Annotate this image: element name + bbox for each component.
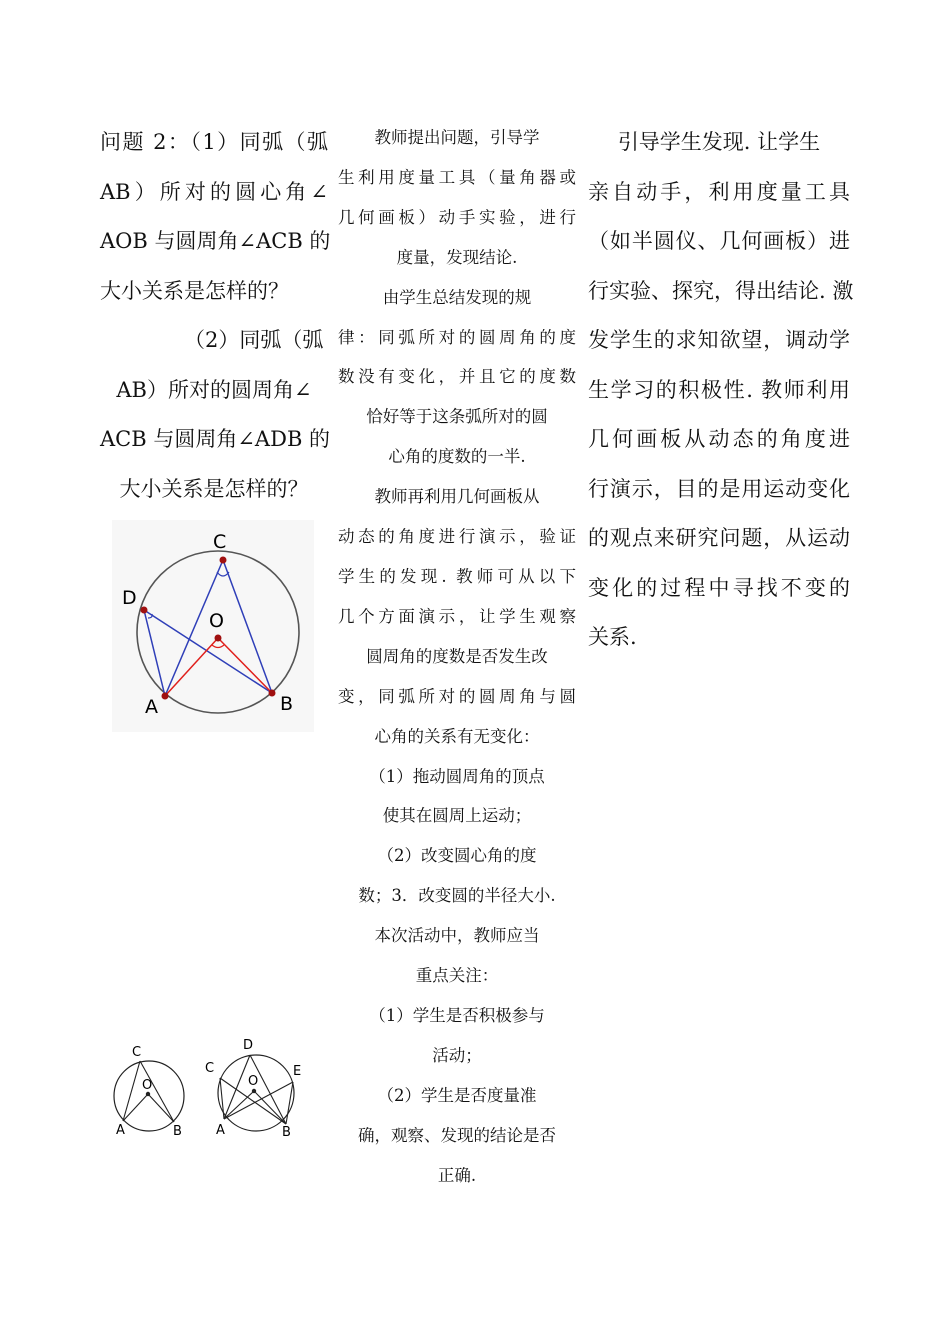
activity-line: 变，同弧所对的圆周角与圆: [338, 686, 576, 706]
question-line: （2）同弧（弧: [184, 328, 324, 352]
activity-line: （2）改变圆心角的度: [377, 846, 537, 866]
activity-line: 律：同弧所对的圆周角的度: [338, 327, 576, 347]
activity-line: 重点关注：: [415, 966, 499, 986]
point-b: [269, 690, 276, 697]
label-c: C: [132, 1045, 142, 1060]
point-o: [215, 635, 222, 642]
activity-line: 生利用度量工具（量角器或: [338, 167, 576, 187]
label-c: C: [213, 531, 227, 553]
activity-line: 确，观察、发现的结论是否: [358, 1125, 556, 1145]
small-circles-figure: [110, 1036, 310, 1140]
chord-db: [144, 610, 272, 693]
intent-line: 变化的过程中寻找不变的: [588, 575, 850, 600]
intent-line: 生学习的积极性. 教师利用: [588, 377, 850, 402]
inscribed-angle-figure: [112, 520, 314, 732]
point-d: [141, 607, 148, 614]
point-a: [162, 693, 169, 700]
intent-line: 行演示，目的是用运动变化: [588, 476, 850, 501]
question-line: 大小关系是怎样的？: [119, 476, 309, 501]
activity-line: 恰好等于这条弧所对的圆: [366, 407, 548, 427]
label-b: B: [173, 1124, 182, 1139]
label-a: A: [116, 1123, 125, 1138]
activity-line: （1）拖动圆周角的顶点: [369, 766, 545, 786]
intent-line: 关系.: [588, 625, 637, 649]
activity-line: 几个方面演示，让学生观察: [338, 606, 576, 626]
question-line: AB）所对的圆周角∠: [116, 377, 312, 402]
intent-line: 几何画板从动态的角度进: [588, 427, 850, 451]
label-a: A: [216, 1123, 225, 1138]
activity-line: 心角的关系有无变化：: [374, 726, 540, 746]
teacher-activity-column: [338, 118, 576, 1195]
activity-line: 动态的角度进行演示，验证: [338, 527, 576, 547]
activity-line: 由学生总结发现的规: [382, 287, 532, 307]
intent-line: 发学生的求知欲望，调动学: [588, 328, 850, 352]
question-line: ACB 与圆周角∠ADB 的: [100, 427, 331, 451]
label-e: E: [293, 1064, 302, 1079]
design-intent-column: [588, 118, 854, 663]
activity-line: 教师再利用几何画板从: [374, 487, 540, 507]
intent-line: 亲自动手，利用度量工具: [588, 179, 850, 204]
activity-line: 教师提出问题，引导学: [374, 128, 540, 147]
activity-line: （2）学生是否度量准: [377, 1085, 537, 1105]
activity-line: 几何画板）动手实验，进行: [338, 207, 576, 227]
point-c: [220, 557, 227, 564]
activity-line: 学生的发现. 教师可从以下: [338, 566, 576, 586]
activity-line: 数；3．改变圆的半径大小.: [358, 886, 556, 906]
intent-line: 行实验、探究，得出结论. 激: [588, 278, 854, 303]
question-line: 大小关系是怎样的？: [100, 278, 289, 303]
activity-line: 度量，发现结论.: [396, 247, 518, 267]
question-line: AOB 与圆周角∠ACB 的: [100, 229, 331, 253]
activity-line: 本次活动中，教师应当: [374, 926, 540, 946]
label-c: C: [205, 1061, 215, 1076]
activity-line: 使其在圆周上运动；: [382, 806, 532, 826]
question-column: [100, 118, 331, 514]
activity-line: （1）学生是否积极参与: [369, 1005, 545, 1025]
question-line: 问题 2：（1）同弧（弧: [100, 130, 328, 154]
radius-oa: [165, 638, 218, 696]
label-b: B: [282, 1125, 291, 1140]
activity-line: 活动；: [432, 1045, 482, 1065]
label-d: D: [122, 587, 137, 609]
activity-line: 心角的度数的一半.: [388, 447, 526, 467]
intent-line: （如半圆仪、几何画板）进: [588, 229, 850, 253]
chord-cb: [223, 560, 272, 693]
label-o: O: [142, 1078, 153, 1093]
activity-line: 正确.: [437, 1165, 477, 1185]
intent-line: 引导学生发现. 让学生: [617, 130, 821, 154]
intent-line: 的观点来研究问题，从运动: [588, 526, 850, 550]
label-o: O: [209, 610, 224, 632]
label-b: B: [280, 693, 294, 715]
activity-line: 圆周角的度数是否发生改: [366, 646, 548, 666]
activity-line: 数没有变化，并且它的度数: [338, 367, 576, 387]
question-line: AB）所对的圆心角∠: [100, 179, 328, 204]
label-d: D: [243, 1038, 254, 1053]
label-a: A: [145, 696, 158, 718]
radius-ob: [218, 638, 272, 693]
label-o: O: [248, 1074, 259, 1089]
